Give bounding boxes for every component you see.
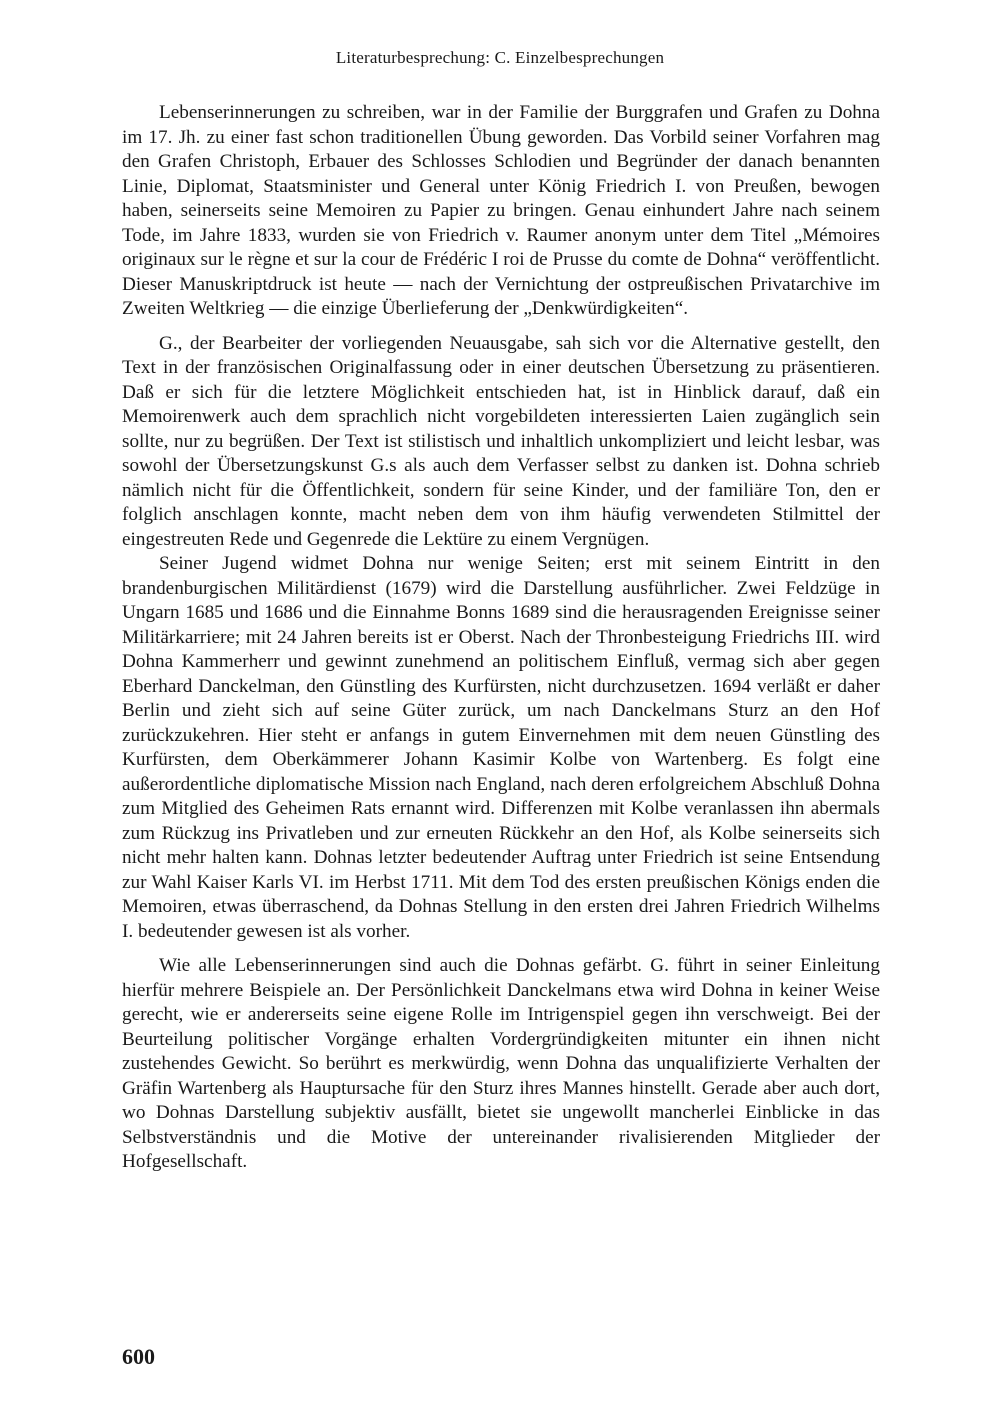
paragraph-4: Wie alle Lebenserinnerungen sind auch die Dohnas gefärbt. G. führt in seiner Einleitung hierfür mehrere Beispiele an. Der Persönlichkeit Danckelmans etwa wird Dohna in keiner Weise gerecht, wie er andererseits seine eigene Rolle im Intrigenspiel gegen ihn verschweigt. Bei der Beurteilung politischer Vorgänge erhalten Vordergründigkeiten mitunter ein ihnen nicht zustehendes Gewicht. So berührt es merkwürdig, wenn Dohna das unqualifizierte Verhalten der Gräfin Wartenberg als Hauptursache für den Sturz ihres Mannes hinstellt. Gerade aber auch dort, wo Dohnas Darstellung subjektiv ausfällt, bietet sie ungewollt mancherlei Einblicke in das Selbstverständnis und die Motive der untereinander rivalisierenden Mitglieder der Hofgesellschaft. — [122, 955, 880, 1172]
page-number: 600 — [122, 1344, 155, 1369]
paragraph-3: Seiner Jugend widmet Dohna nur wenige Seiten; erst mit seinem Eintritt in den brandenburgischen Militärdienst (1679) wird die Darstellung ausführlicher. Zwei Feldzüge in Ungarn 1685 und 1686 und die Einnahme Bonns 1689 sind die herausragenden Ereignisse seiner Militärkarriere; mit 24 Jahren bereits ist er Oberst. Nach der Thronbesteigung Friedrichs III. wird Dohna Kammerherr und gewinnt zunehmend an politischem Einfluß, vermag sich aber gegen Eberhard Danckelman, den Günstling des Kurfürsten, nicht durchzusetzen. 1694 verläßt er daher Berlin und zieht sich auf seine Güter zurück, um nach Danckelmans Sturz an den Hof zurückzukehren. Hier steht er anfangs in gutem Einvernehmen mit dem neuen Günstling des Kurfürsten, dem Oberkämmerer Johann Kasimir Kolbe von Wartenberg. Es folgt eine außerordentliche diplomatische Mission nach England, nach deren erfolgreichem Abschluß Dohna zum Mitglied des Geheimen Rats ernannt wird. Differenzen mit Kolbe veranlassen ihn abermals zum Rückzug ins Privatleben und zur erneuten Rückkehr an den Hof, als Kolbe seinerseits sich nicht mehr halten kann. Dohnas letzter bedeutender Auftrag unter Friedrich ist seine Entsendung zur Wahl Kaiser Karls VI. im Herbst 1711. Mit dem Tod des ersten preußischen Königs enden die Memoiren, etwas überraschend, da Dohnas Stellung in den ersten drei Jahren Friedrich Wilhelms I. bedeutender gewesen ist als vorher. — [122, 553, 880, 942]
paragraph-2: G., der Bearbeiter der vorliegenden Neuausgabe, sah sich vor die Alternative gestellt, den Text in der französischen Originalfassung oder in einer deutschen Übersetzung zu präsentieren. Daß er sich für die letztere Möglichkeit entschieden hat, ist in Hinblick darauf, daß ein Memoirenwerk auch dem sprachlich nicht vorgebildeten interessierten Laien zugänglich sein sollte, nur zu begrüßen. Der Text ist stilistisch und inhaltlich unkompliziert und leicht lesbar, was sowohl der Übersetzungskunst G.s als auch dem Verfasser selbst zu danken ist. Dohna schrieb nämlich nicht für die Öffentlichkeit, sondern für seine Kinder, und der familiäre Ton, den er folglich anschlagen konnte, macht neben dem von ihm häufig verwendeten Stilmittel der eingestreuten Rede und Gegenrede die Lektüre zu einem Vergnügen. — [122, 332, 880, 550]
running-header: Literaturbesprechung: C. Einzelbesprechungen — [335, 48, 665, 67]
article-body — [122, 101, 880, 1175]
paragraph-1: Lebenserinnerungen zu schreiben, war in der Familie der Burggrafen und Grafen zu Dohna im 17. Jh. zu einer fast schon traditionellen Übung geworden. Das Vorbild seiner Vorfahren mag den Grafen Christoph, Erbauer des Schlosses Schlodien und Begründer der danach benannten Linie, Diplomat, Staatsminister und General unter König Friedrich I. von Preußen, bewogen haben, seinerseits seine Memoiren zu Papier zu bringen. Genau einhundert Jahre nach seinem Tode, im Jahre 1833, wurden sie von Friedrich v. Raumer anonym unter dem Titel „Mémoires originaux sur le règne et sur la cour de Frédéric I roi de Prusse du comte de Dohna“ veröffentlicht. Dieser Manuskriptdruck ist heute — nach der Vernichtung der ostpreußischen Privatarchive im Zweiten Weltkrieg — die einzige Überlieferung der „Denkwürdigkeiten“. — [122, 102, 880, 319]
